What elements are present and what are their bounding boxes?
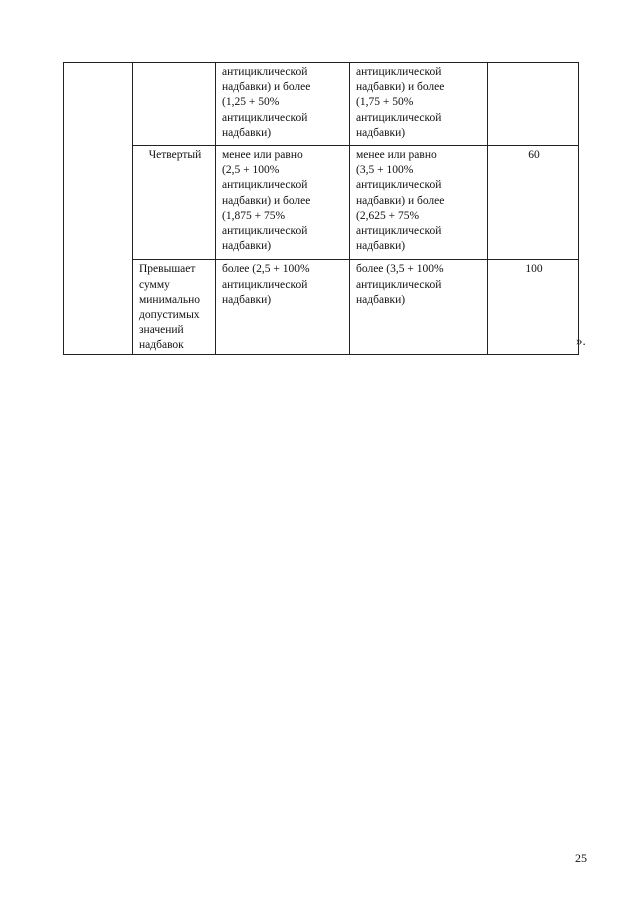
threshold-cell: более (3,5 + 100% антициклической надбавки)	[350, 260, 488, 354]
empty-first-column-cell	[64, 63, 133, 355]
page-number: 25	[575, 851, 587, 865]
table-row	[64, 63, 579, 146]
value-cell	[488, 63, 579, 146]
group-cell	[133, 63, 216, 146]
buffer-requirements-table	[63, 62, 579, 355]
group-cell: Превышает сумму минимально допустимых значений надбавок	[133, 260, 216, 354]
value-cell: 60	[488, 146, 579, 260]
table-row	[64, 146, 579, 260]
threshold-cell: менее или равно (2,5 + 100% антициклической надбавки) и более (1,875 + 75% антициклической надбавки)	[216, 146, 350, 260]
group-cell: Четвертый	[133, 146, 216, 260]
threshold-cell: антициклической надбавки) и более (1,75 + 50% антициклической надбавки)	[350, 63, 488, 146]
threshold-cell: менее или равно (3,5 + 100% антициклической надбавки) и более (2,625 + 75% антициклической надбавки)	[350, 146, 488, 260]
closing-quote: ».	[576, 333, 586, 348]
threshold-cell: антициклической надбавки) и более (1,25 + 50% антициклической надбавки)	[216, 63, 350, 146]
value-cell: 100	[488, 260, 579, 354]
threshold-cell: более (2,5 + 100% антициклической надбавки)	[216, 260, 350, 354]
table-row	[64, 260, 579, 354]
